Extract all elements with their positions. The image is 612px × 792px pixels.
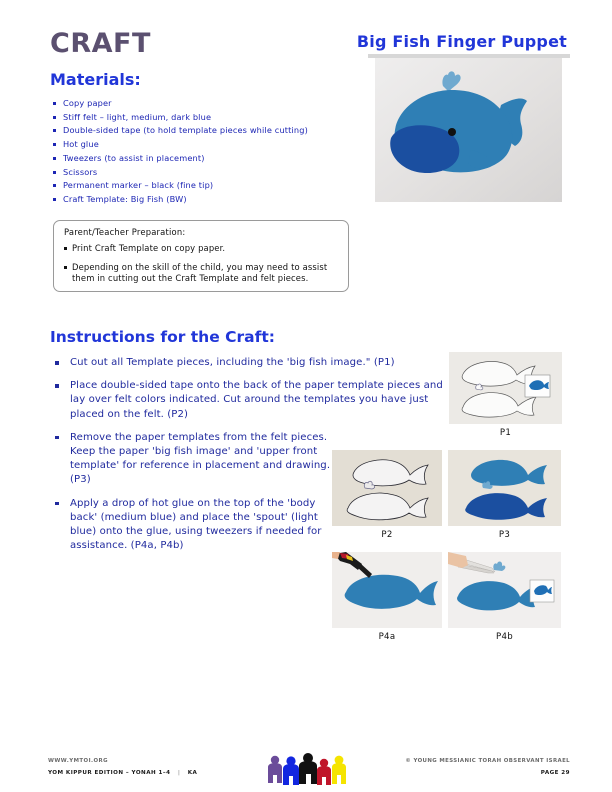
instruction-step: Cut out all Template pieces, including the 'big fish image." (P1)	[52, 356, 444, 370]
preparation-item: Print Craft Template on copy paper.	[64, 243, 340, 255]
step-photo-p4b	[448, 552, 561, 628]
logo-figure-red	[317, 759, 331, 785]
step-photo-p4b-illustration	[448, 552, 561, 628]
footer-edition-text: YOM KIPPUR EDITION – YONAH 1–4	[48, 770, 171, 776]
materials-list	[52, 98, 352, 208]
hero-photo-illustration	[375, 58, 562, 202]
step-photo-p2	[332, 450, 442, 526]
step-photo-p1	[449, 352, 562, 424]
footer-divider: |	[177, 770, 181, 776]
material-item: Hot glue	[52, 139, 352, 150]
material-item: Stiff felt – light, medium, dark blue	[52, 112, 352, 123]
footer-website[interactable]: WWW.YMTOI.ORG	[48, 758, 109, 764]
instruction-step: Place double-sided tape onto the back of the paper template pieces and lay over felt colors indicated. Cut around the templates you have just placed on the felt. (P2)	[52, 379, 444, 422]
step-photo-caption: P3	[498, 530, 511, 540]
material-item: Copy paper	[52, 98, 352, 109]
instructions-heading: Instructions for the Craft:	[50, 328, 275, 346]
step-photo-caption: P4b	[495, 632, 513, 642]
footer-copyright: © YOUNG MESSIANIC TORAH OBSERVANT ISRAEL	[405, 758, 570, 764]
preparation-heading: Parent/Teacher Preparation:	[64, 227, 186, 237]
materials-heading: Materials:	[50, 70, 141, 89]
material-item: Permanent marker – black (fine tip)	[52, 180, 352, 191]
preparation-list	[64, 243, 340, 292]
organization-logo	[264, 753, 350, 789]
logo-figure-black	[299, 753, 317, 784]
material-item: Scissors	[52, 167, 352, 178]
hero-photo-finished-puppet	[375, 58, 562, 202]
logo-figure-yellow	[332, 756, 346, 784]
drawn-eye-dot	[448, 128, 456, 136]
logo-figure-purple	[268, 756, 282, 783]
material-item: Craft Template: Big Fish (BW)	[52, 194, 352, 205]
page-section-label: CRAFT	[50, 28, 151, 59]
step-photo-p4a-illustration	[332, 552, 442, 628]
preparation-item: Depending on the skill of the child, you may need to assist them in cutting out the Craft Template and felt pieces.	[64, 262, 340, 285]
step-photo-caption: P1	[499, 428, 512, 438]
instruction-step: Apply a drop of hot glue on the top of the 'body back' (medium blue) and place the 'spout' (light blue) onto the glue, using tweezers if needed for assistance. (P4a, P4b)	[52, 497, 342, 554]
step-photo-p3-illustration	[448, 450, 561, 526]
step-photo-p4a	[332, 552, 442, 628]
logo-figure-blue	[283, 756, 299, 785]
step-photo-caption: P2	[381, 530, 393, 540]
instruction-step: Remove the paper templates from the felt pieces. Keep the paper 'big fish image' and 'upper front template' for reference in placement and drawing. (P3)	[52, 431, 342, 488]
footer-edition-suffix: KA	[187, 770, 198, 776]
step-photo-p1-illustration	[449, 352, 562, 424]
material-item: Double-sided tape (to hold template pieces while cutting)	[52, 125, 352, 136]
logo-figures-icon	[264, 753, 350, 789]
step-photo-p2-illustration	[332, 450, 442, 526]
footer-page-number: PAGE 29	[540, 770, 570, 776]
parent-teacher-preparation-box	[53, 220, 349, 292]
page-title: Big Fish Finger Puppet	[356, 32, 567, 51]
step-photo-caption: P4a	[378, 632, 396, 642]
step-photo-p3	[448, 450, 561, 526]
material-item: Tweezers (to assist in placement)	[52, 153, 352, 164]
footer-edition	[48, 770, 197, 776]
